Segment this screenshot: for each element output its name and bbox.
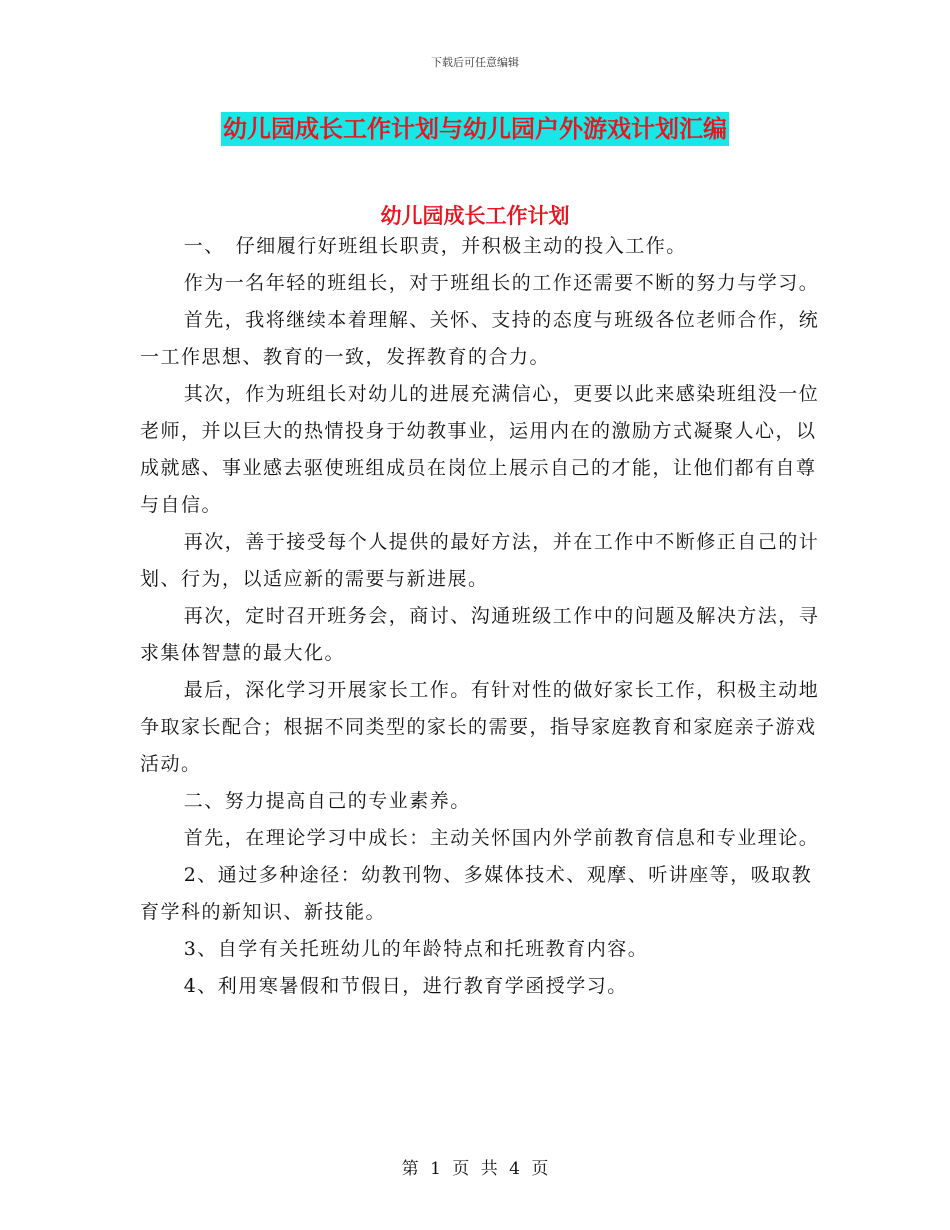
paragraph: 首先，我将继续本着理解、关怀、支持的态度与班级各位老师合作，统一工作思想、教育的一致，发挥教育的合力。	[140, 309, 820, 368]
paragraph: 一、 仔细履行好班组长职责，并积极主动的投入工作。	[183, 235, 687, 257]
paragraph: 3、自学有关托班幼儿的年龄特点和托班教育内容。	[183, 938, 649, 960]
paragraph: 其次，作为班组长对幼儿的进展充满信心，更要以此来感染班组没一位老师，并以巨大的热情投身于幼教事业，运用内在的激励方式凝聚人心，以成就感、事业感去驱使班组成员在岗位上展示自己的才能，让他们都有自尊与自信。	[140, 383, 820, 516]
paragraph: 二、努力提高自己的专业素养。	[183, 790, 471, 812]
paragraph: 2、通过多种途径：幼教刊物、多媒体技术、观摩、听讲座等，吸取教育学科的新知识、新技能。	[140, 864, 813, 923]
paragraph: 最后，深化学习开展家长工作。有针对性的做好家长工作，积极主动地争取家长配合；根据不同类型的家长的需要，指导家庭教育和家庭亲子游戏活动。	[140, 679, 820, 775]
document-title	[0, 112, 950, 146]
paragraph: 作为一名年轻的班组长，对于班组长的工作还需要不断的努力与学习。	[183, 272, 820, 294]
document-body	[140, 228, 820, 1005]
paragraph: 再次，善于接受每个人提供的最好方法，并在工作中不断修正自己的计划、行为，以适应新的需要与新进展。	[140, 531, 820, 590]
paragraph: 首先，在理论学习中成长：主动关怀国内外学前教育信息和专业理论。	[183, 827, 820, 849]
paragraph: 4、利用寒暑假和节假日，进行教育学函授学习。	[183, 975, 628, 997]
paragraph: 再次，定时召开班务会，商讨、沟通班级工作中的问题及解决方法，寻求集体智慧的最大化。	[140, 605, 820, 664]
header-note: 下载后可任意编辑	[431, 56, 519, 69]
document-title-text: 幼儿园成长工作计划与幼儿园户外游戏计划汇编	[221, 112, 729, 146]
page-number-footer: 第 1 页 共 4 页	[401, 1159, 549, 1179]
section-title: 幼儿园成长工作计划	[380, 204, 570, 228]
